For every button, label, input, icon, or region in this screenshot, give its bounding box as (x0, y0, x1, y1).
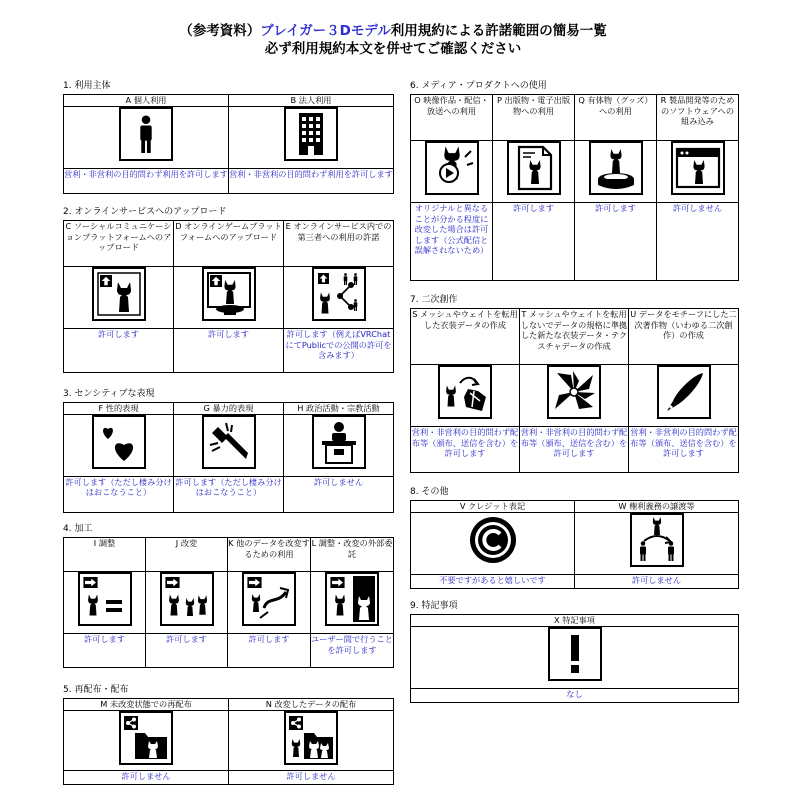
status-j: 許可します (146, 634, 228, 668)
section-table (410, 614, 739, 703)
status-a: 営利・非営利の目的問わず利用を許可します (64, 168, 229, 193)
person-icon (119, 107, 173, 161)
hearts-icon (92, 415, 146, 469)
podium-icon (312, 415, 366, 469)
exclamation-icon (548, 627, 602, 681)
header-u: U データをモチーフにした二次著作物（いわゆる二次創作）の作成 (629, 309, 739, 365)
status-f: 許可します（ただし棲み分けはおこなうこと） (64, 476, 174, 512)
header-q: Q 有体物（グッズ）への利用 (575, 95, 657, 141)
header-l: L 調整・改変の外部委託 (311, 538, 394, 572)
header-d: D オンラインゲームプラットフォームへのアップロード (174, 221, 284, 267)
header-n: N 改変したデータの配布 (229, 699, 394, 711)
section-online-upload (63, 206, 394, 373)
page-title (0, 22, 786, 40)
publication-icon (507, 141, 561, 195)
building-icon (284, 107, 338, 161)
header-f: F 性的表現 (64, 403, 174, 415)
header-b: B 法人利用 (229, 95, 394, 107)
header-t: T メッシュやウェイトを転用しないでデータの規格に準拠した新たな衣装データ・テクスチャデータの作成 (520, 309, 629, 365)
status-u: 営利・非営利の目的問わず配布等（頒布、送信を含む）を許可します (629, 427, 739, 473)
section-label: 7. 二次創作 (410, 295, 458, 305)
section-media-products (410, 80, 739, 281)
status-k: 許可します (228, 634, 311, 668)
header-o: O 映像作品・配信・放送への利用 (411, 95, 493, 141)
section-usage-subject (63, 80, 394, 194)
header-v: V クレジット表記 (411, 501, 575, 513)
header-r: R 製品開発等のためのソフトウェアへの組み込み (657, 95, 739, 141)
distribute-modified-icon (284, 711, 338, 765)
status-d: 許可します (174, 329, 284, 373)
header-c: C ソーシャルコミュニケーションプラットフォームへのアップロード (64, 221, 174, 267)
header-g: G 暴力的表現 (174, 403, 284, 415)
redistribute-icon (119, 711, 173, 765)
status-q: 許可します (575, 203, 657, 281)
goods-icon (589, 141, 643, 195)
status-c: 許可します (64, 329, 174, 373)
header-m: M 未改変状態での再配布 (64, 699, 229, 711)
texture-icon (547, 365, 601, 419)
reuse-data-icon (242, 572, 296, 626)
header-e: E オンラインサービス内での第三者への利用の許諾 (284, 221, 394, 267)
status-i: 許可します (64, 634, 146, 668)
title-brand: ブレイガー３Dモデル (260, 23, 391, 39)
status-v: 不要ですがあると嬉しいです (411, 574, 575, 588)
status-g: 許可します（ただし棲み分けはおこなうこと） (174, 476, 284, 512)
share-third-party-icon (312, 267, 366, 321)
section-sensitive-expression (63, 388, 394, 513)
header-k: K 他のデータを改変するための利用 (228, 538, 311, 572)
status-p: 許可します (493, 203, 575, 281)
software-icon (671, 141, 725, 195)
adjust-icon (78, 572, 132, 626)
section-label: 5. 再配布・配布 (63, 685, 129, 695)
status-l: ユーザー間で行うことを許可します (311, 634, 394, 668)
knife-icon (202, 415, 256, 469)
status-x: なし (411, 688, 739, 702)
status-t: 営利・非営利の目的問わず配布等（頒布、送信を含む）を許可します (520, 427, 629, 473)
title-suffix: 利用規約による許諾範囲の簡易一覧 (390, 23, 607, 39)
section-other (410, 486, 739, 589)
status-s: 営利・非営利の目的問わず配布等（頒布、送信を含む）を許可します (411, 427, 520, 473)
header-i: I 調整 (64, 538, 146, 572)
section-label: 3. センシティブな表現 (63, 389, 155, 399)
section-label: 8. その他 (410, 487, 449, 497)
section-table (63, 402, 394, 513)
header-w: W 権利義務の譲渡等 (575, 501, 739, 513)
section-table (63, 94, 394, 194)
pen-icon (657, 365, 711, 419)
section-table (63, 220, 394, 373)
section-processing (63, 523, 394, 668)
modify-icon (160, 572, 214, 626)
status-w: 許可しません (575, 574, 739, 588)
header-s: S メッシュやウェイトを転用した衣装データの作成 (411, 309, 520, 365)
section-table (410, 94, 739, 281)
title-prefix: （参考資料） (179, 23, 261, 39)
section-special-notes (410, 600, 739, 703)
video-icon (425, 141, 479, 195)
section-label: 9. 特記事項 (410, 601, 458, 611)
section-label: 4. 加工 (63, 524, 93, 534)
transfer-rights-icon (630, 513, 684, 567)
outsource-icon (325, 572, 379, 626)
status-r: 許可しません (657, 203, 739, 281)
section-table (63, 698, 394, 785)
status-e: 許可します（例えばVRChatにてPublicでの公開の許可を含みます） (284, 329, 394, 373)
section-redistribution (63, 684, 394, 785)
section-derivative-works (410, 294, 739, 473)
section-table (410, 500, 739, 589)
section-label: 2. オンラインサービスへのアップロード (63, 207, 227, 217)
status-m: 許可しません (64, 770, 229, 784)
header-x: X 特記事項 (411, 615, 739, 627)
upload-avatar-icon (92, 267, 146, 321)
section-label: 1. 利用主体 (63, 81, 111, 91)
copyright-icon (466, 513, 520, 567)
upload-game-icon (202, 267, 256, 321)
status-b: 営利・非営利の目的問わず利用を許可します (229, 168, 394, 193)
section-label: 6. メディア・プロダクトへの使用 (410, 81, 547, 91)
status-n: 許可しません (229, 770, 394, 784)
header-p: P 出版物・電子出版物への利用 (493, 95, 575, 141)
status-h: 許可しません (284, 476, 394, 512)
section-table (63, 537, 394, 668)
costume-icon (438, 365, 492, 419)
page-subtitle: 必ず利用規約本文を併せてご確認ください (264, 41, 522, 57)
status-o: オリジナルと異なることが分かる程度に改変した場合は許可します（公式配信と誤解されないため） (411, 203, 493, 281)
header-h: H 政治活動・宗教活動 (284, 403, 394, 415)
section-table (410, 308, 739, 473)
header-a: A 個人利用 (64, 95, 229, 107)
header-j: J 改変 (146, 538, 228, 572)
